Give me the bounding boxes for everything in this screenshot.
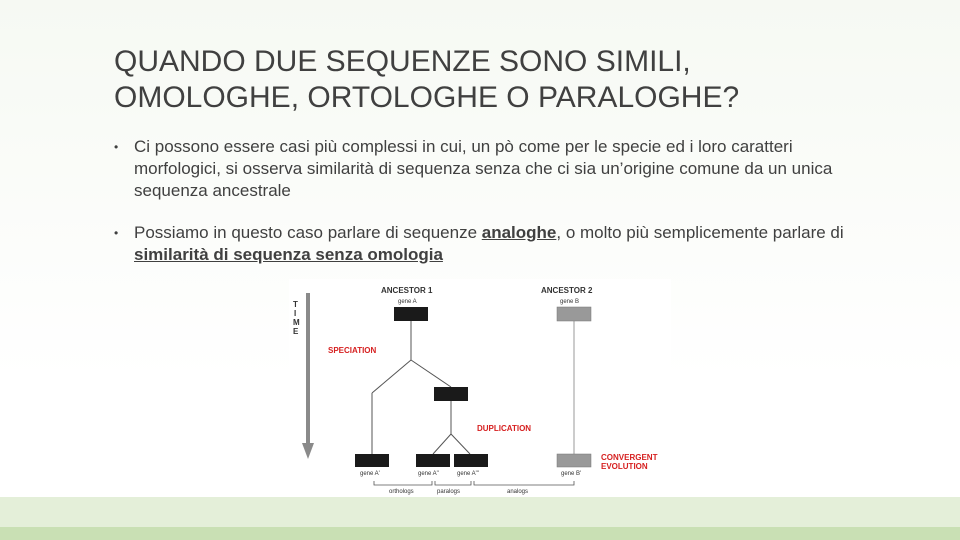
lineage-speciation-left: [372, 360, 411, 393]
speciation-label: SPECIATION: [328, 346, 377, 355]
gene-box-a-prime: [355, 454, 389, 467]
term-similarita-senza-omologia: similarità di sequenza senza omologia: [134, 245, 443, 264]
bullet-marker: •: [114, 226, 119, 240]
orthologs-label: orthologs: [389, 489, 414, 495]
bullet-marker: •: [114, 140, 119, 154]
gene-b-label: gene B: [560, 299, 580, 305]
time-arrow-head: [302, 443, 314, 459]
evolution-diagram: [289, 279, 671, 497]
gene-box-a-tprime: [454, 454, 488, 467]
ancestor2-label: ANCESTOR 2: [541, 286, 593, 295]
bullet-2-part1: Possiamo in questo caso parlare di sequenze: [134, 223, 482, 242]
convergent-label-line2: EVOLUTION: [601, 462, 648, 471]
paralogs-label: paralogs: [437, 489, 461, 495]
bullet-item-2: [114, 222, 874, 266]
duplication-label: DUPLICATION: [477, 424, 532, 433]
gene-a-label: gene A: [398, 299, 417, 305]
slide-title-line2: OMOLOGHE, ORTOLOGHE O PARALOGHE?: [114, 81, 740, 114]
time-letter-t: T: [293, 300, 298, 309]
paralogs-bracket: [435, 481, 471, 485]
slide-title-line1: QUANDO DUE SEQUENZE SONO SIMILI,: [114, 45, 691, 78]
gene-box-b-prime: [557, 454, 591, 467]
slide-title: [114, 44, 914, 116]
term-analoghe: analoghe: [481, 223, 557, 242]
time-letter-i: I: [294, 309, 297, 318]
ancestor1-label: ANCESTOR 1: [381, 286, 433, 295]
time-letter-e: E: [293, 327, 299, 336]
lineage-duplication-left: [433, 434, 451, 454]
bullet-list: [114, 136, 874, 286]
convergent-label-line1: CONVERGENT: [601, 453, 658, 462]
gene-b-prime-label: gene B': [561, 471, 582, 477]
gene-a-tprime-label: gene A"': [457, 471, 479, 477]
lineage-duplication-right: [451, 434, 470, 454]
gene-box-b: [557, 307, 591, 321]
gene-box-a: [394, 307, 428, 321]
gene-a-prime-label: gene A': [360, 471, 380, 477]
gene-box-duplication: [434, 387, 468, 401]
footer-band-dark: [0, 527, 960, 540]
time-letter-m: M: [293, 318, 300, 327]
bullet-2-part2: , o molto più semplicemente parlare di: [556, 223, 844, 242]
footer-band-light: [0, 497, 960, 527]
gene-box-a-dprime: [416, 454, 450, 467]
evolution-diagram-svg: [289, 279, 671, 497]
analogs-label: analogs: [507, 489, 529, 495]
lineage-speciation-right: [411, 360, 451, 387]
bullet-1-text: Ci possono essere casi più complessi in cui, un pò come per le specie ed i loro caratteri morfologici, si osserva similarità di sequenza senza che ci sia un’origine comune da un unica sequenza ancestrale: [134, 137, 833, 200]
bullet-item-1: [114, 136, 874, 202]
analogs-bracket: [474, 481, 574, 485]
gene-a-dprime-label: gene A": [418, 471, 439, 477]
orthologs-bracket: [374, 481, 432, 485]
